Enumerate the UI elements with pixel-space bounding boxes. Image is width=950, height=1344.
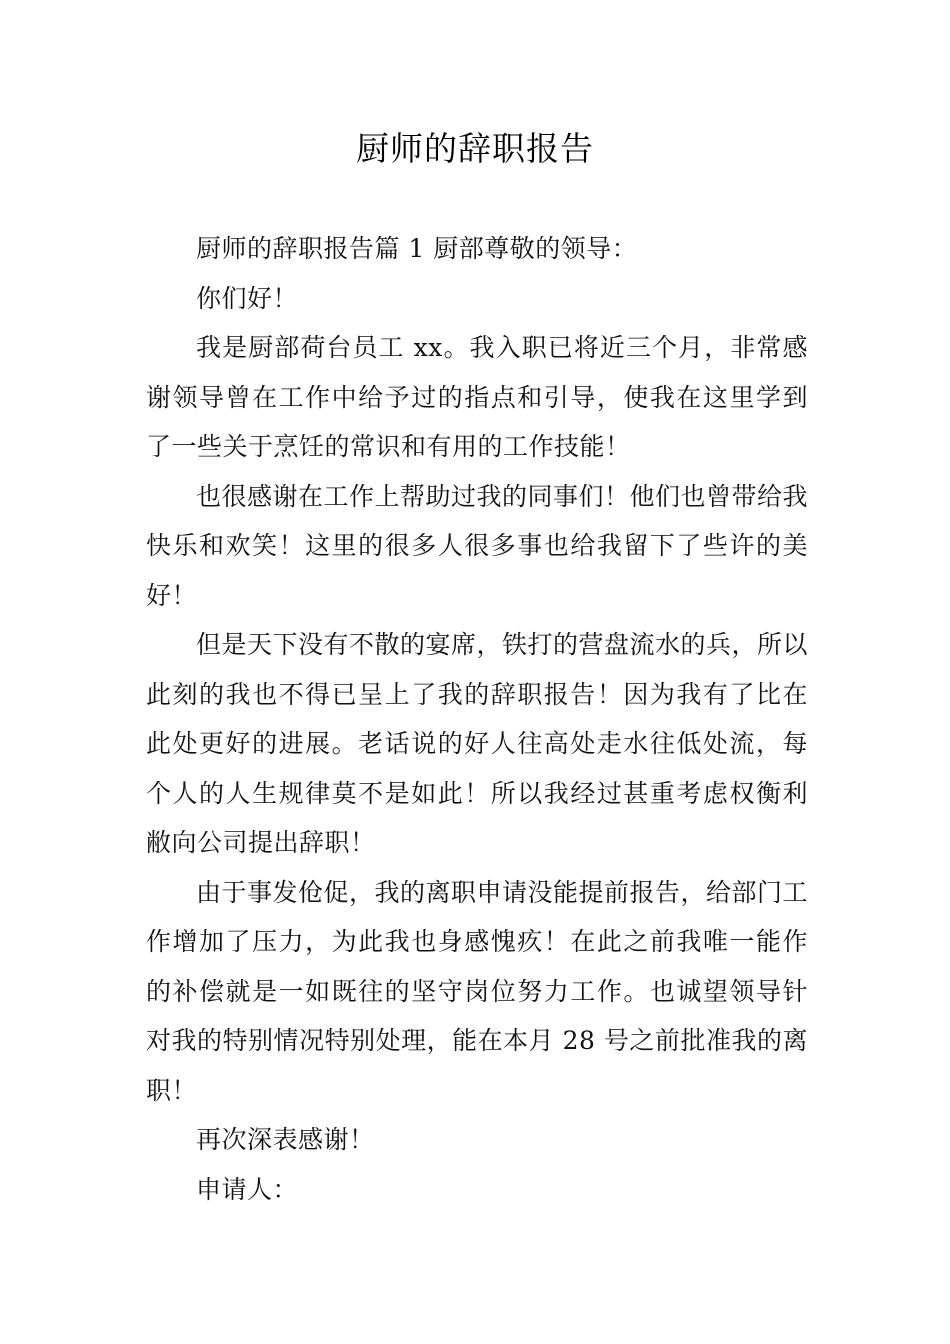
paragraph-request: 由于事发伧促，我的离职申请没能提前报告，给部门工作增加了压力，为此我也身感愧疚！在此之前我唯一能作的补偿就是一如既往的坚守岗位努力工作。也诚望领导针对我的特别情况特别处理，能在本月 28 号之前批准我的离职！ [146,877,809,1105]
paragraph-applicant: 申请人： [196,1174,299,1204]
paragraph-resignation-reason: 但是天下没有不散的宴席，铁打的营盘流水的兵，所以此刻的我也不得已呈上了我的辞职报告！因为我有了比在此处更好的进展。老话说的好人往高处走水往低处流，每个人的人生规律莫不是如此！所以我经过甚重考虑权衡利敝向公司提出辞职！ [146,630,809,857]
paragraph-introduction: 我是厨部荷台员工 xx。我入职已将近三个月，非常感谢领导曾在工作中给予过的指点和引导，使我在这里学到了一些关于烹饪的常识和有用的工作技能！ [146,333,808,461]
document-body [146,224,808,1214]
paragraph-thanks-colleagues: 也很感谢在工作上帮助过我的同事们！他们也曾带给我快乐和欢笑！这里的很多人很多事也给我留下了些许的美好！ [146,481,809,610]
paragraph-salutation: 你们好！ [196,283,299,313]
paragraph-greeting-heading: 厨师的辞职报告篇 1 厨部尊敬的领导： [196,234,638,263]
paragraph-closing-thanks: 再次深表感谢！ [196,1125,375,1154]
document-title: 厨师的辞职报告 [356,129,594,168]
